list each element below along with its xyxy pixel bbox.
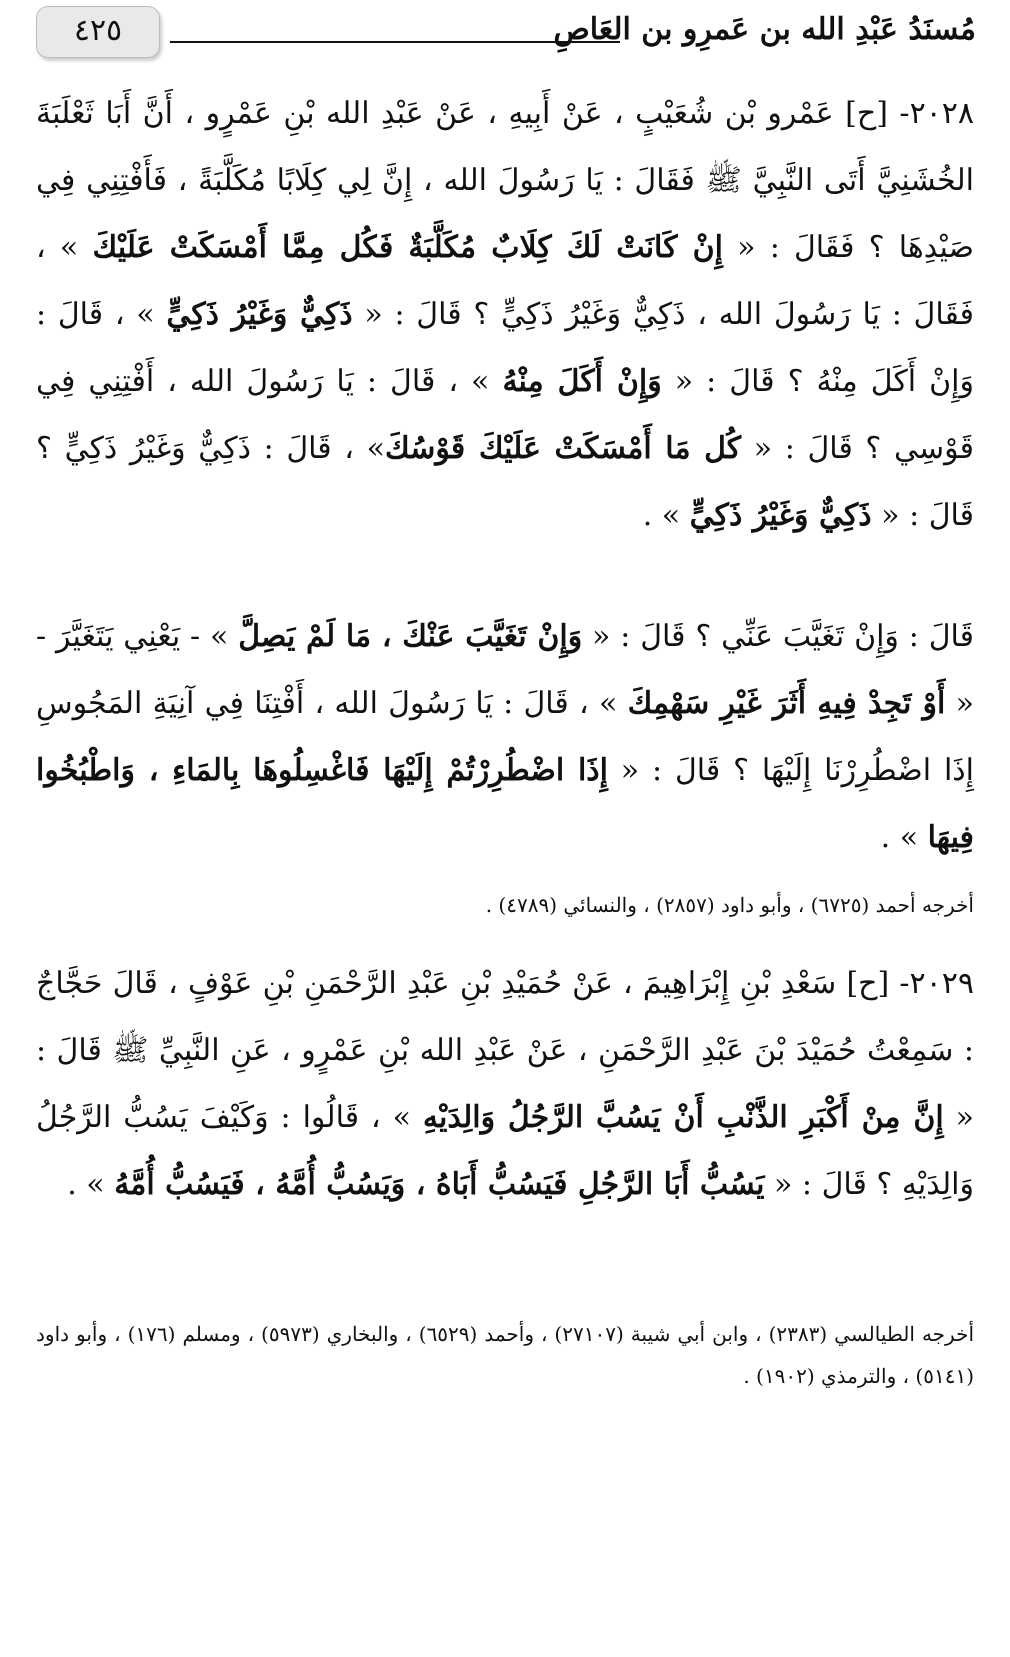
hadith-text: » ، فَقَالَ : يَا رَسُولَ الله ، ذَكِيٌّ وَغَيْرُ ذَكِيٍّ ؟ قَالَ : « [36,230,974,332]
hadith-text: ٢٠٢٩- [ح] سَعْدِ بْنِ إِبْرَاهِيمَ ، عَنْ حُمَيْدِ بْنِ عَبْدِ الرَّحْمَنِ بْنِ عَوْفٍ ، قَالَ حَجَّاجٌ : سَمِعْتُ حُمَيْدَ بْنَ عَبْدِ الرَّحْمَنِ ، عَنْ عَبْدِ الله بْنِ عَمْرٍو ، عَنِ النَّبِيِّ ﷺ قَالَ : « [36,966,975,1135]
prophetic-speech: إِذَا اضْطُرِرْتُمْ إِلَيْهَا فَاغْسِلُوهَا بِالمَاءِ ، وَاطْبُخُوا فِيهَا [36,753,974,855]
prophetic-speech: ذَكِيٌّ وَغَيْرُ ذَكِيٍّ [689,498,872,533]
hadith-2029-footnote: أخرجه الطيالسي (٢٣٨٣) ، وابن أبي شيبة (٢٧١٠٧) ، وأحمد (٦٥٢٩) ، والبخاري (٥٩٧٣) ، ومسلم (١٧٦) ، وأبو داود (٥١٤١) ، والترمذي (١٩٠٢) . [36,1322,974,1388]
page-number: ٤٢٥ [36,6,160,58]
prophetic-speech: إِنْ كَانَتْ لَكَ كِلَابٌ مُكَلَّبَةٌ فَكُل مِمَّا أَمْسَكَتْ عَلَيْكَ [92,230,723,265]
hadith-2028-footnote: أخرجه أحمد (٦٧٢٥) ، وأبو داود (٢٨٥٧) ، والنسائي (٤٧٨٩) . [485,893,974,917]
hadith-2029-paragraph [36,950,974,1310]
prophetic-speech: إِنَّ مِنْ أَكْبَرِ الذَّنْبِ أَنْ يَسُبَّ الرَّجُلُ وَالِدَيْهِ [422,1100,944,1135]
prophetic-speech: ذَكِيٌّ وَغَيْرُ ذَكِيٍّ [166,297,353,332]
hadith-text: » . [642,498,690,533]
hadith-text: » ، قَالَ : يَا رَسُولَ الله ، أَفْتِنِي فِي قَوْسِي ؟ قَالَ : « [36,364,974,466]
hadith-text: » . [67,1167,115,1202]
hadith-text: » ، قَالَ : ذَكِيٌّ وَغَيْرُ ذَكِيٍّ ؟ قَالَ : « [36,431,974,533]
prophetic-speech: وَإِنْ تَغَيَّبَ عَنْكَ ، مَا لَمْ يَصِلَّ [238,619,583,654]
running-title: مُسنَدُ عَبْدِ الله بن عَمرِو بن العَاصِ [553,12,976,47]
prophetic-speech: وَإِنْ أَكَلَ مِنْهُ [502,364,662,399]
hadith-text: » . [880,820,928,855]
hadith-text: قَالَ : وَإِنْ تَغَيَّبَ عَنِّي ؟ قَالَ : « [582,619,974,654]
prophetic-speech: أَوْ تَجِدْ فِيهِ أَثَرَ غَيْرِ سَهْمِكَ [627,686,946,721]
hadith-text: » - يَعْنِي يَتَغَيَّرَ - « [36,619,974,721]
hadith-text: » ، قَالَ : وَإِنْ أَكَلَ مِنْهُ ؟ قَالَ : « [36,297,975,399]
hadith-text: » ، قَالَ : يَا رَسُولَ الله ، أَفْتِنَا فِي آنِيَةِ المَجُوسِ إِذَا اضْطُرِرْنَا إِلَيْهَا ؟ قَالَ : « [36,686,974,788]
page-header [36,4,976,62]
prophetic-speech: يَسُبُّ أَبَا الرَّجُلِ فَيَسُبُّ أَبَاهُ ، وَيَسُبُّ أُمَّهُ ، فَيَسُبُّ أُمَّهُ [114,1167,765,1202]
hadith-2028-paragraph-1 [36,80,974,600]
hadith-2028-paragraph-2 [36,603,974,873]
prophetic-speech: كُل مَا أَمْسَكَتْ عَلَيْكَ قَوْسُكَ [385,431,742,466]
hadith-text: ٢٠٢٨- [ح] عَمْرو بْن شُعَيْبٍ ، عَنْ أَبِيهِ ، عَنْ عَبْدِ الله بْنِ عَمْرٍو ، أَنَّ أَبَا ثَعْلَبَةَ الخُشَنِيَّ أَتَى النَّبِيَّ ﷺ فَقَالَ : يَا رَسُولَ الله ، إِنَّ لِي كِلَابًا مُكَلَّبَةً ، فَأَفْتِنِي فِي صَيْدِهَا ؟ فَقَالَ : « [36,96,975,265]
hadith-text: » ، قَالُوا : وَكَيْفَ يَسُبُّ الرَّجُلُ وَالِدَيْهِ ؟ قَالَ : « [36,1100,974,1202]
